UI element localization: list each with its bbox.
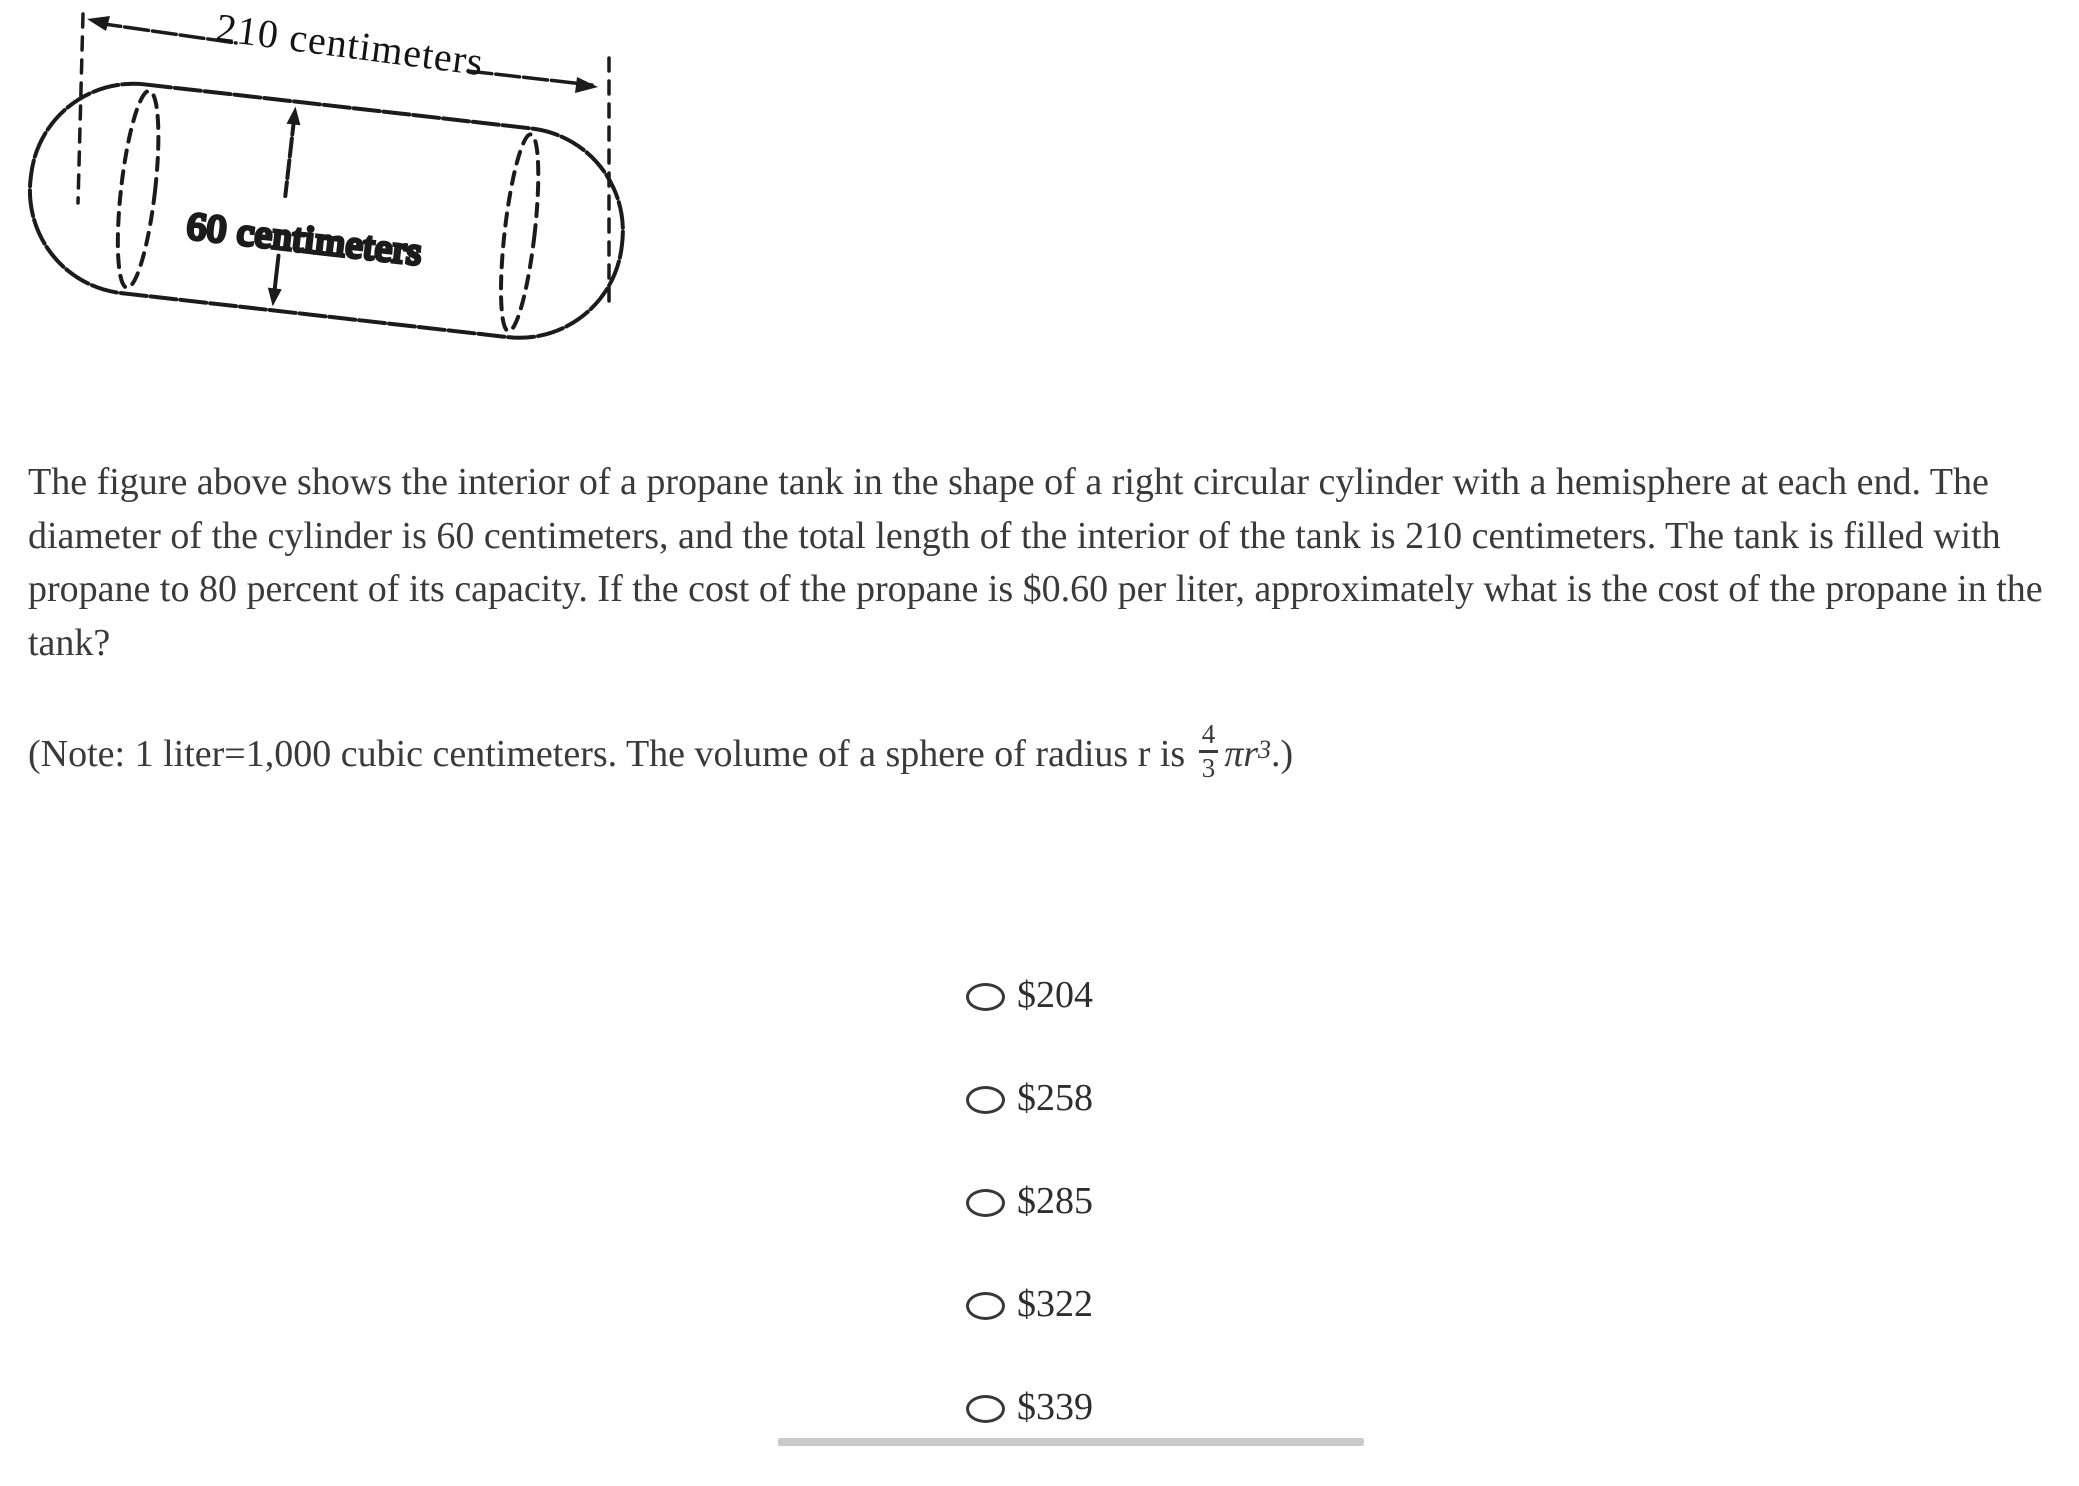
radio-button[interactable] bbox=[966, 1086, 1005, 1114]
option-label: $339 bbox=[1017, 1385, 1093, 1428]
propane-tank-figure bbox=[0, 0, 660, 360]
option-label: $258 bbox=[1017, 1076, 1093, 1119]
question-line: The figure above shows the interior of a propane tank in the shape of a right circular cylinder with a hemisphere at each end. The bbox=[28, 461, 1989, 503]
fraction-four-thirds bbox=[1199, 720, 1219, 783]
question-line: tank? bbox=[28, 621, 111, 664]
diameter-arrow-down bbox=[266, 288, 282, 307]
diameter-arrow-up bbox=[286, 106, 302, 125]
length-dimension-line-right bbox=[468, 71, 592, 85]
math-pi-r: πr bbox=[1224, 732, 1259, 775]
option-row-285[interactable] bbox=[966, 1177, 1093, 1228]
radio-button[interactable] bbox=[966, 983, 1005, 1011]
fraction-numerator: 4 bbox=[1199, 720, 1219, 753]
length-label: 210 centimeters bbox=[213, 4, 487, 85]
question-line: diameter of the cylinder is 60 centimeters, and the total length of the interior of the tank is 210 centimeters. The tank is filled with bbox=[28, 514, 2001, 557]
option-row-322[interactable] bbox=[966, 1280, 1093, 1331]
length-arrow-left bbox=[87, 16, 110, 31]
radio-button[interactable] bbox=[966, 1292, 1005, 1320]
option-label: $285 bbox=[1017, 1179, 1093, 1222]
note-text: (Note: 1 liter=1,000 cubic centimeters. The volume of a sphere of radius r is $\frac{4}{3}$ πr 3 .) bbox=[28, 719, 1294, 784]
left-hemisphere-junction-dashed-ellipse bbox=[110, 89, 166, 290]
tank-drawing bbox=[0, 0, 660, 360]
option-label: $322 bbox=[1017, 1282, 1093, 1325]
option-row-258[interactable] bbox=[966, 1074, 1093, 1125]
option-row-339[interactable] bbox=[966, 1383, 1093, 1434]
radio-button[interactable] bbox=[966, 1189, 1005, 1217]
diameter-label: 60 centimeters bbox=[184, 205, 425, 274]
radio-button[interactable] bbox=[966, 1395, 1005, 1423]
tank-outline bbox=[19, 73, 634, 349]
question-text bbox=[28, 456, 2058, 670]
options-list bbox=[966, 971, 1093, 1486]
diameter-dimension-line bbox=[285, 117, 294, 196]
left-extension-dashed-line bbox=[78, 14, 83, 203]
question-line: propane to 80 percent of its capacity. If the cost of the propane is $0.60 per liter, approximately what is the cost of the propane in the bbox=[28, 568, 2043, 610]
right-hemisphere-junction-dashed-ellipse bbox=[494, 133, 546, 333]
length-arrow-right bbox=[575, 77, 598, 93]
note-suffix: .) bbox=[1271, 732, 1294, 775]
note-prefix: (Note: 1 liter=1,000 cubic centimeters. The volume of a sphere of radius r is bbox=[28, 732, 1186, 775]
option-row-204[interactable] bbox=[966, 971, 1093, 1022]
fraction-denominator: 3 bbox=[1201, 753, 1216, 784]
option-label: $204 bbox=[1017, 973, 1093, 1016]
